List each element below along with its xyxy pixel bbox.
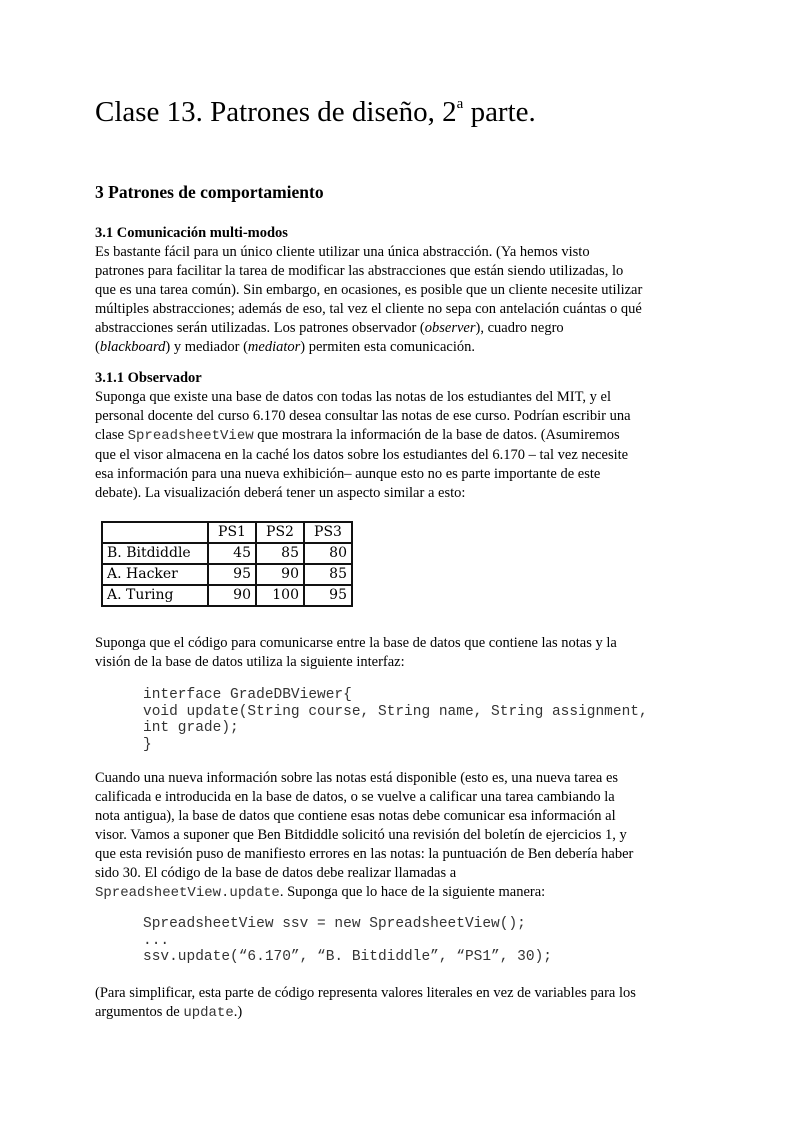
section-3-1-1-heading: 3.1.1 Observador bbox=[95, 370, 202, 386]
grade-cell: 90 bbox=[208, 585, 256, 606]
interface-intro-paragraph bbox=[95, 634, 705, 672]
text-line: debate). La visualización deberá tener un aspecto similar a esto: bbox=[95, 485, 466, 501]
grades-table bbox=[101, 521, 353, 607]
grade-cell: 95 bbox=[208, 564, 256, 585]
text-line: esa información para una nueva exhibición– aunque esto no es parte importante de este bbox=[95, 466, 601, 482]
section-3-1-1 bbox=[95, 369, 705, 503]
grade-cell: 45 bbox=[208, 543, 256, 564]
table-header-row bbox=[102, 522, 352, 543]
text-line: sido 30. El código de la base de datos debe realizar llamadas a bbox=[95, 865, 457, 881]
title-tail: parte. bbox=[463, 96, 536, 128]
text-line: que esta revisión puso de manifiesto errores en las notas: la puntuación de Ben debería haber bbox=[95, 846, 634, 862]
italic-term: blackboard bbox=[99, 339, 166, 355]
text-segment: ), cuadro negro bbox=[475, 320, 564, 336]
update-code-block bbox=[143, 916, 552, 966]
code-line: SpreadsheetView ssv = new SpreadsheetView(); bbox=[143, 916, 526, 932]
inline-code: SpreadsheetView.update bbox=[95, 885, 280, 901]
section-3-1-heading: 3.1 Comunicación multi-modos bbox=[95, 225, 288, 241]
text-line: calificada e introducida en la base de datos, o se vuelve a calificar una tarea cambiando la bbox=[95, 789, 615, 805]
update-paragraph bbox=[95, 769, 705, 903]
text-line: Suponga que el código para comunicarse entre la base de datos que contiene las notas y la bbox=[95, 635, 617, 651]
interface-intro bbox=[95, 634, 705, 672]
text-segment: .) bbox=[233, 1004, 243, 1020]
inline-code: SpreadsheetView bbox=[127, 428, 254, 444]
code-line: ... bbox=[143, 932, 170, 949]
text-segment: clase bbox=[95, 427, 128, 443]
text-segment: que mostrara la información de la base de datos. (Asumiremos bbox=[253, 427, 620, 443]
text-line: Suponga que existe una base de datos con todas las notas de los estudiantes del MIT, y el bbox=[95, 389, 611, 405]
text-line: patrones para facilitar la tarea de modificar las abstracciones que están siendo utilizadas, lo bbox=[95, 263, 624, 279]
text-line: visor. Vamos a suponer que Ben Bitdiddle solicitó una revisión del boletín de ejercicios 1, y bbox=[95, 827, 627, 843]
update-explanation bbox=[95, 769, 705, 903]
code-line: int grade); bbox=[143, 720, 239, 736]
italic-term: observer bbox=[424, 320, 476, 336]
table-row bbox=[102, 585, 352, 606]
text-segment: abstracciones serán utilizadas. Los patrones observador ( bbox=[95, 320, 425, 336]
text-line: (Para simplificar, esta parte de código representa valores literales en vez de variables para los bbox=[95, 985, 636, 1001]
grade-cell: 100 bbox=[256, 585, 304, 606]
table-header-ps3: PS3 bbox=[304, 522, 352, 543]
grade-cell: 90 bbox=[256, 564, 304, 585]
text-line: personal docente del curso 6.170 desea consultar las notas de ese curso. Podrían escribir una bbox=[95, 408, 631, 424]
text-line: que el visor almacena en la caché los datos sobre los estudiantes del 6.170 – tal vez necesite bbox=[95, 447, 629, 463]
italic-term: mediator bbox=[247, 339, 301, 355]
title-superscript: a bbox=[456, 96, 464, 112]
grade-cell: 95 bbox=[304, 585, 352, 606]
code-line: ssv.update(“6.170”, “B. Bitdiddle”, “PS1”, 30); bbox=[143, 949, 552, 965]
document-title bbox=[95, 94, 536, 130]
code-line: interface GradeDBViewer{ bbox=[143, 687, 352, 703]
text-line: múltiples abstracciones; además de eso, tal vez el cliente no sepa con antelación cuántas o qué bbox=[95, 301, 642, 317]
text-line: que es una tarea común). Sin embargo, en ocasiones, es posible que un cliente necesite utilizar bbox=[95, 282, 643, 298]
table-row bbox=[102, 543, 352, 564]
section-3-1 bbox=[95, 224, 705, 357]
code-line: void update(String course, String name, String assignment, bbox=[143, 703, 648, 720]
text-segment: . Suponga que lo hace de la siguiente manera: bbox=[279, 884, 546, 900]
grade-cell: 85 bbox=[304, 564, 352, 585]
section-3-1-1-paragraph bbox=[95, 388, 705, 503]
text-line bbox=[95, 1003, 705, 1023]
table-header-ps2: PS2 bbox=[256, 522, 304, 543]
code-line: } bbox=[143, 736, 152, 753]
final-note bbox=[95, 984, 705, 1023]
grade-cell: 80 bbox=[304, 543, 352, 564]
grade-cell: 85 bbox=[256, 543, 304, 564]
section-3-1-paragraph bbox=[95, 243, 705, 357]
student-name-cell: A. Turing bbox=[102, 585, 208, 606]
text-segment: ) permiten esta comunicación. bbox=[300, 339, 476, 355]
text-segment: ) y mediador ( bbox=[165, 339, 248, 355]
table-header-ps1: PS1 bbox=[208, 522, 256, 543]
student-name-cell: B. Bitdiddle bbox=[102, 543, 208, 564]
text-segment: argumentos de bbox=[95, 1004, 184, 1020]
interface-code-block bbox=[143, 687, 648, 753]
text-line: Cuando una nueva información sobre las notas está disponible (esto es, una nueva tarea es bbox=[95, 770, 619, 786]
text-line: nota antigua), la base de datos que contiene esas notas debe comunicar esa información al bbox=[95, 808, 616, 824]
text-line bbox=[95, 426, 705, 446]
text-line bbox=[95, 338, 705, 357]
text-line bbox=[95, 319, 705, 338]
table-header-blank bbox=[102, 522, 208, 543]
table-row bbox=[102, 564, 352, 585]
text-line bbox=[95, 883, 705, 903]
final-paragraph bbox=[95, 984, 705, 1023]
student-name-cell: A. Hacker bbox=[102, 564, 208, 585]
section-3-heading: 3 Patrones de comportamiento bbox=[95, 182, 324, 202]
text-line: Es bastante fácil para un único cliente utilizar una única abstracción. (Ya hemos visto bbox=[95, 244, 590, 260]
text-line: visión de la base de datos utiliza la siguiente interfaz: bbox=[95, 654, 405, 670]
text-segment: ( bbox=[95, 339, 100, 355]
inline-code: update bbox=[183, 1005, 234, 1021]
title-text: Clase 13. Patrones de diseño, 2 bbox=[95, 96, 457, 128]
